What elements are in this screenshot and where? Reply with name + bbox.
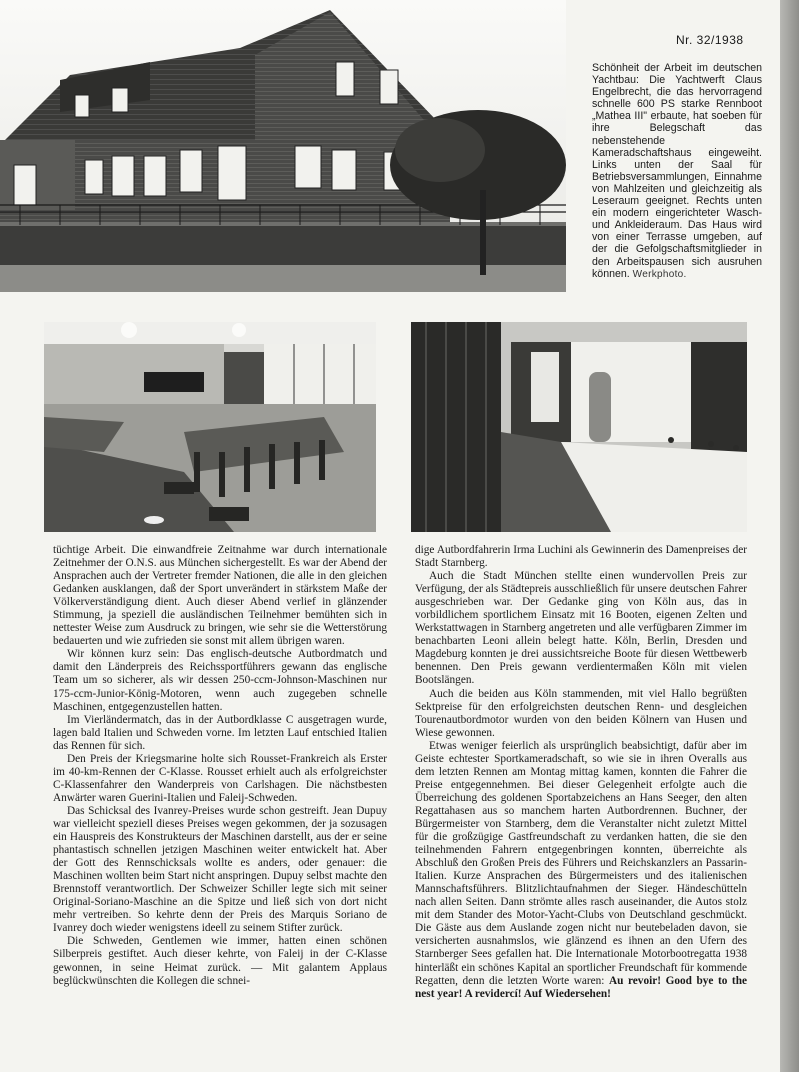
closing-words: Au revoir! Good bye to the nest year! A revidercí! Auf Wiedersehen! [415, 974, 747, 1000]
paragraph: Auch die Stadt München stellte einen wundervollen Preis zur Verfügung, der als Städtepreis ausschließlich für unsere deutschen Fahrer ausgeschrieben war. Der Gedanke ging von Köln aus, das in vorbildlichem sportlichem Einsatz mit 16 Booten, eigenen Zelten und Werkstattwagen in Starnberg angetreten und alle verfügbaren Zimmer im benachbarten Leoni allein belegt hatte. Köln, Berlin, Dresden und Magdeburg konnten je drei aussichtsreiche Boote für diesen Wettbewerb benennen. Den Preis gewann verdientermaßen Köln mit vielen Bootslängen. [415, 570, 747, 687]
paragraph: Auch die beiden aus Köln stammenden, mit viel Hallo begrüßten Sektpreise für den erfolgreichsten deutschen Renn- und desgleichen Tourenautbordmotor wurden von den beiden Kölnern van Husen und Wiese gewonnen. [415, 687, 747, 739]
dining-hall-photo [44, 322, 376, 532]
paragraph: Den Preis der Kriegsmarine holte sich Rousset-Frankreich als Erster im 40-km-Rennen der C-Klasse. Rousset erhielt auch als erfolgreichster C-Klassenfahrer den Wanderpreis von Carlshagen. Die nächstbesten Anwärter waren Guerini-Italien und Faleij-Schweden. [53, 752, 387, 804]
photo-credit: Werkphoto. [632, 268, 687, 280]
paragraph: tüchtige Arbeit. Die einwandfreie Zeitnahme war durch internationale Zeitnehmer der O.N.S. aus München sichergestellt. Es war der Abend der Ansprachen auch der Vertreter fremder Nationen, die alle in den gleichen Gedanken ausklangen, daß der Sport unverändert in stärkstem Maße der Völkerverständigung dient. Auch dieser Abend verlief in glänzender Stimmung, ja speziell die ausländischen Teilnehmer bemühten sich in nettester Weise zum Ausdruck zu bringen, wie sehr sie die Wetterstörung bedauerten und wie zufrieden sie sonst mit allem übrigen waren. [53, 544, 387, 648]
paragraph: Das Schicksal des Ivanrey-Preises wurde schon gestreift. Jean Dupuy war vielleicht speziell dieses Preises wegen gekommen, der ja sozusagen ein Hauspreis des Konstrukteurs der Maschinen darstellt, aus der er seine phantastisch schnellen jetzigen Maschinen weiter entwickelt hat. Aber der Gott des Rennschicksals wollte es anders, oder genauer: die Maschinen wollten beim Start nicht anspringen. Dupuy selbst machte den Brennstoff verantwortlich. Der Schweizer Schiller legte sich mit seiner Original-Soriano-Maschine an die Spitze und ließ sich von dort nicht mehr vertreiben. So kehrte denn der Preis des Marquis Soriano de Ivanrey doch wieder wenigstens ideell zu seinem Stifter zurück. [53, 804, 387, 935]
article-column-left [53, 544, 387, 988]
paragraph [415, 740, 747, 1001]
paragraph-text: Etwas weniger feierlich als ursprünglich beabsichtigt, dafür aber im Geiste echtester Sportkameradschaft, so wie sie in ihren Overalls aus dem letzten Rennen am Montag mittag kamen, konnten die Fahrer die Preise entgegennehmen. Bei dieser Gelegenheit erfolgte auch die Überreichung des goldenen Sportabzeichens an Hans Seeger, den alten Regattahasen aus so manchem harten Autbordrennen. Buchner, der Bürgermeister von Starnberg, dem die Veranstalter nicht zuletzt Mittel für die großzügige Gastfreundschaft zu verdanken hatten, die sie den teilnehmenden Fahrern entgegenbringen konnten, überreichte als Abschluß den Großen Preis des Führers und Reichskanzlers an Passarin-Italien. Kurze Ansprachen des Bürgermeisters und des italienischen Mannschaftsführers. Blitzlichtaufnahmen der Sieger. Händeschütteln nach allen Seiten. Dann strömte alles rasch auseinander, die Autos stolz mit dem Stander des Motor-Yacht-Clubs von Deutschland geschmückt. Die Gäste aus dem Auslande zogen nicht nur beutebeladen davon, sie versicherten ausnahmslos, wie glänzend es ihnen an den Ufern des Starnberger Sees gefallen hat. Die Internationale Motorbootregatta 1938 hinterläßt ein schönes Kapital an sportlicher Freundschaft für kommende Regatten, denn die letzten Worte waren: [415, 739, 747, 987]
washroom-photo [411, 322, 747, 532]
building-exterior-photo [0, 0, 566, 292]
issue-number: Nr. 32/1938 [676, 33, 744, 47]
paragraph: Im Vierländermatch, das in der Autbordklasse C ausgetragen wurde, lagen bald Italien und Schweden vorne. Im letzten Lauf entschied Italien das Rennen für sich. [53, 713, 387, 752]
article-column-right [415, 544, 747, 1001]
paragraph: Die Schweden, Gentlemen wie immer, hatten einen schönen Silberpreis gestiftet. Auch dieser kehrte, von Faleij in der C-Klasse gewonnen, in seine Heimat zurück. — Mit galantem Applaus beglückwünschten die Kollegen die schnei- [53, 935, 387, 987]
photo-caption [592, 62, 762, 281]
caption-text: Schönheit der Arbeit im deutschen Yachtbau: Die Yachtwerft Claus Engelbrecht, die das hervorragend schnelle 600 PS starke Rennboot „Mathea III" erbaute, hat soeben für ihre Belegschaft das nebenstehende Kameradschaftshaus eingeweiht. Links unten der Saal für Betriebsversammlungen, Einnahme von Mahlzeiten und gleichzeitig als Leseraum geeignet. Rechts unten ein modern eingerichteter Wasch- und Ankleideraum. Das Haus wird von einer Terrasse umgeben, auf der die Gefolgschaftsmitglieder in den Arbeitspausen sich ausruhen können. [592, 62, 762, 280]
paragraph: Wir können kurz sein: Das englisch-deutsche Autbordmatch und damit den Länderpreis des Reichssportführers gewann das englische Team um so sicherer, als wir dessen 250-ccm-Johnson-Maschinen nur 175-ccm-Junior-König-Motoren, wenn auch zugegeben schnelle Maschinen, entgegenzustellen hatten. [53, 648, 387, 713]
paragraph: dige Autbordfahrerin Irma Luchini als Gewinnerin des Damenpreises der Stadt Starnberg. [415, 544, 747, 570]
page-edge [780, 0, 799, 1072]
